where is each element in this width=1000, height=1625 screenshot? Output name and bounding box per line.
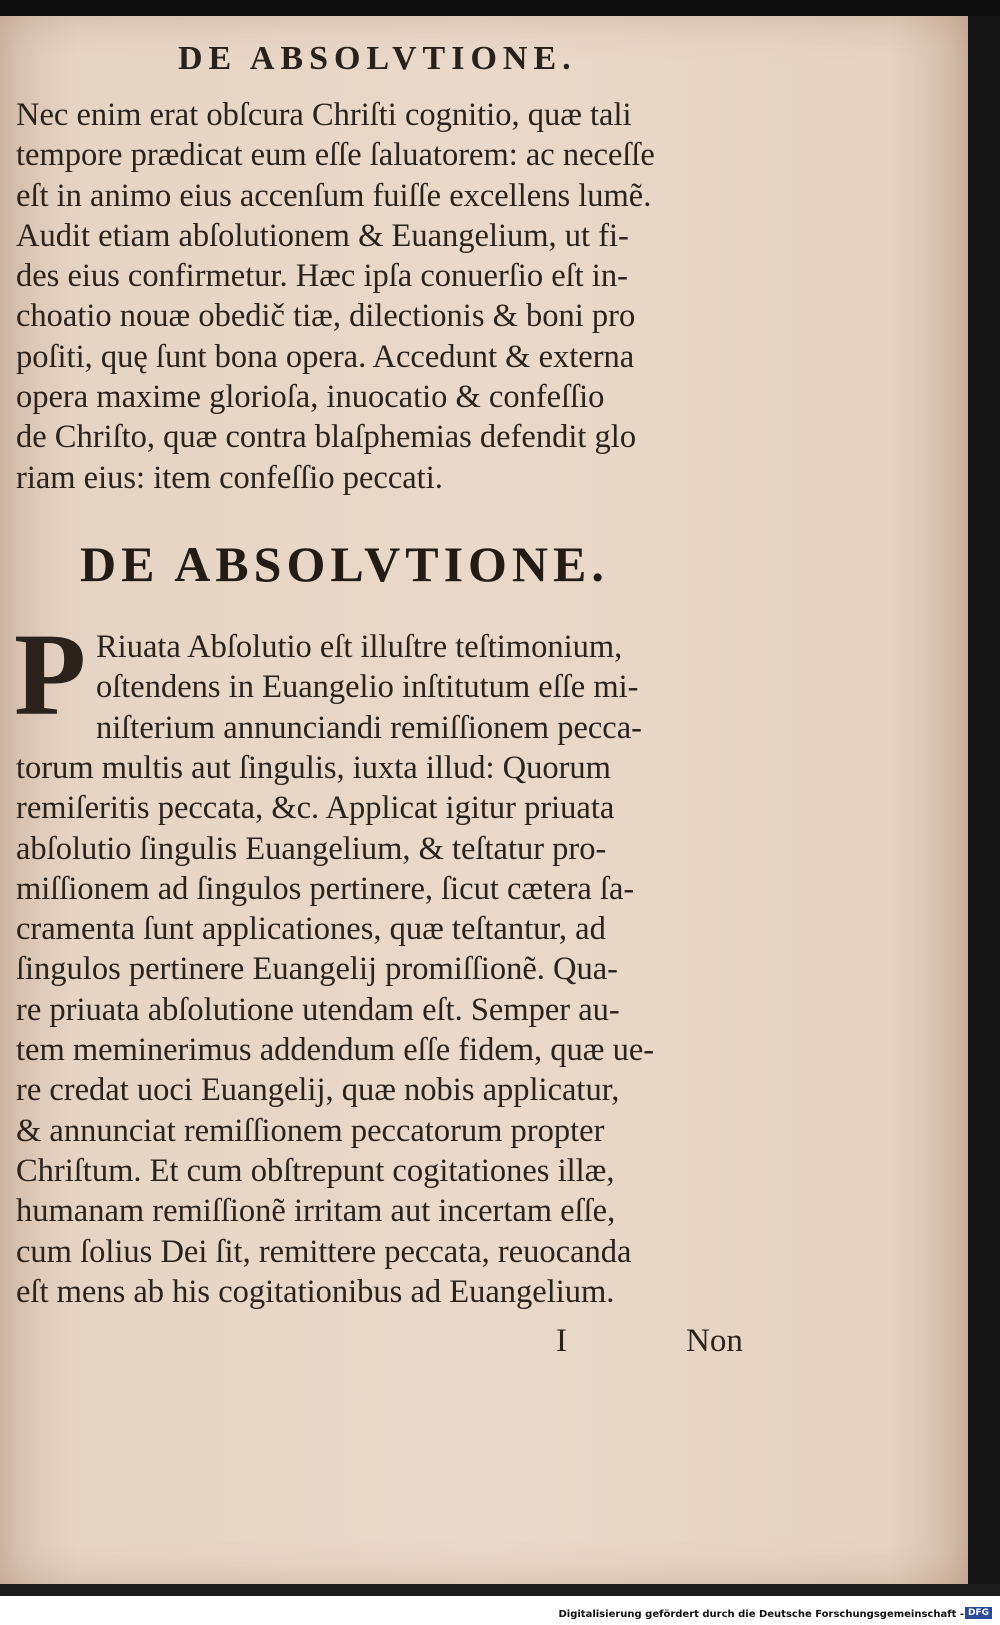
text-line: miſſionem ad ſingulos pertinere, ſicut cætera ſa- [16, 870, 635, 907]
text-line: oſtendens in Euangelio inſtitutum eſſe mi- [96, 669, 639, 706]
text-line: Nec enim erat obſcura Chriſti cognitio, quæ tali [16, 97, 632, 133]
text-line: Audit etiam abſolutionem & Euangelium, ut fi- [16, 217, 629, 254]
drop-cap: P [14, 609, 87, 740]
text-line: tem meminerimus addendum eſſe fidem, quæ ue- [16, 1032, 655, 1069]
text-line: torum multis aut ſingulis, iuxta illud: Quorum [16, 750, 611, 786]
text-line: tempore prædicat eum eſſe ſaluatorem: ac neceſſe [16, 137, 655, 174]
signature-mark: I [556, 1323, 567, 1359]
text-line: eſt mens ab his cogitationibus ad Euangelium. [16, 1273, 615, 1310]
text-line: humanam remiſſionẽ irritam aut incertam eſſe, [16, 1193, 616, 1230]
paragraph-2 [16, 748, 761, 1312]
text-line: & annunciat remiſſionem peccatorum propter [16, 1112, 605, 1149]
text-line: remiſeritis peccata, &c. Applicat igitur priuata [16, 790, 615, 827]
running-head: DE ABSOLVTIONE. [178, 40, 577, 77]
text-line: poſiti, quę ſunt bona opera. Accedunt & externa [16, 338, 635, 375]
catchword: Non [686, 1323, 743, 1359]
text-line: Chriſtum. Et cum obſtrepunt cogitationes illæ, [16, 1152, 615, 1189]
paragraph-2-indented-lines [96, 627, 761, 748]
text-line: abſolutio ſingulis Euangelium, & teſtatur pro- [16, 830, 607, 867]
page-right-edge [968, 16, 1000, 1584]
text-line: ſingulos pertinere Euangelij promiſſionẽ. Qua- [16, 951, 618, 988]
text-line: cramenta ſunt applicationes, quæ teſtantur, ad [16, 911, 606, 948]
text-line: de Chriſto, quæ contra blaſphemias defendit glo [16, 419, 637, 456]
funding-credit: Digitalisierung gefördert durch die Deutsche Forschungsgemeinschaft - [558, 1609, 964, 1620]
text-line: niſterium annunciandi remiſſionem pecca- [96, 709, 642, 746]
text-line: choatio nouæ obedič tiæ, dilectionis & boni pro [16, 298, 636, 335]
paragraph-1 [16, 95, 761, 498]
text-line: riam eius: item confeſſio peccati. [16, 459, 443, 496]
text-line: eſt in animo eius accenſum fuiſſe excellens lumẽ. [16, 177, 652, 214]
text-line: opera maxime glorioſa, inuocatio & confeſſio [16, 379, 605, 416]
text-line: re credat uoci Euangelij, quæ nobis applicatur, [16, 1072, 620, 1109]
text-line: Riuata Abſolutio eſt illuſtre teſtimonium, [96, 629, 623, 665]
dfg-logo: DFG [965, 1607, 992, 1619]
text-line: des eius confirmetur. Hæc ipſa conuerſio eſt in- [16, 258, 628, 295]
text-line: cum ſolius Dei ſit, remittere peccata, reuocanda [16, 1233, 632, 1270]
text-line: re priuata abſolutione utendam eſt. Semper au- [16, 991, 620, 1028]
section-title: DE ABSOLVTIONE. [80, 536, 609, 592]
